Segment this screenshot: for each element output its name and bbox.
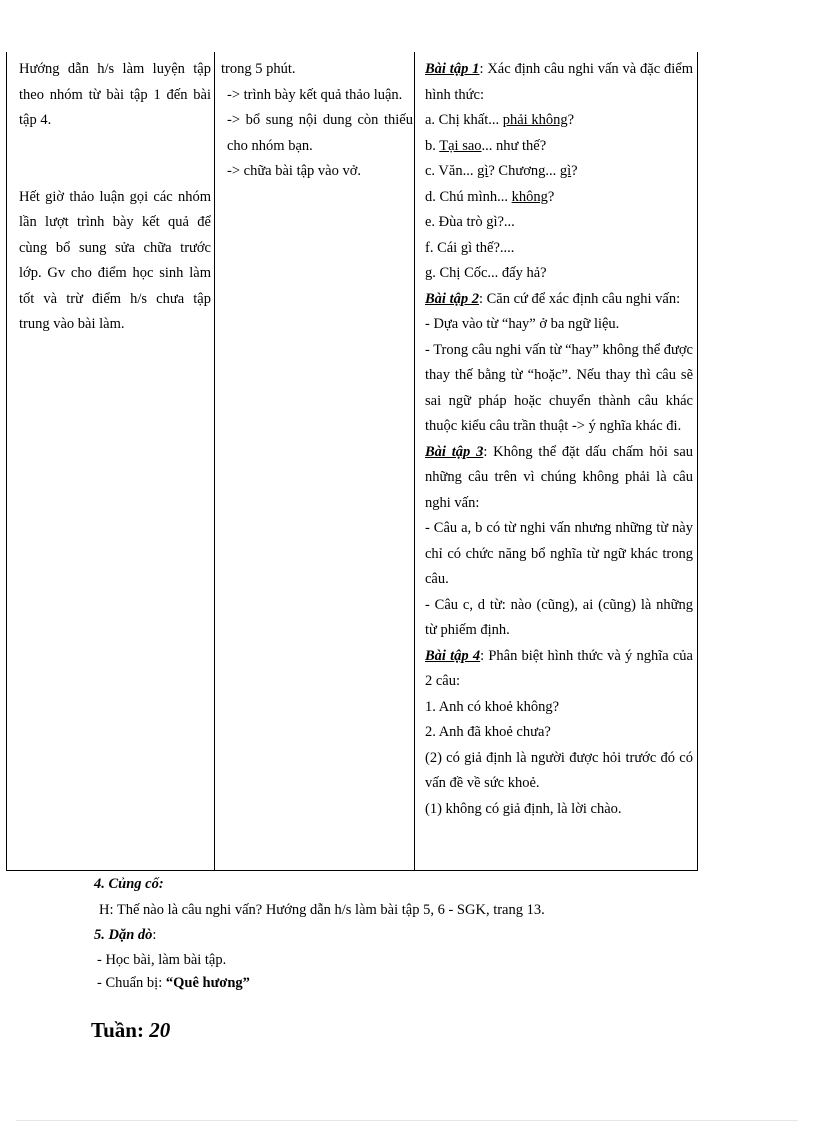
section-4-text: H: Thế nào là câu nghi vấn? Hướng dẫn h/s làm bài tập 5, 6 - SGK, trang 13. [99, 901, 545, 918]
exercise-4-line: 1. Anh có khoẻ không? [425, 698, 560, 715]
example-b: b. Tại sao... như thế? [425, 137, 547, 154]
student-text: trong 5 phút. [221, 61, 296, 77]
section-5-heading: 5. Dặn dò: [94, 927, 157, 943]
exercise-title: Bài tập 4 [425, 647, 481, 664]
column-divider [214, 52, 215, 870]
lesson-table [6, 52, 698, 871]
teacher-evaluation: Hết giờ thảo luận gọi các nhóm lần lượt trình bày kết quả để cùng bổ sung sửa chữa trước lớp. Gv cho điểm học sinh làm tốt và trừ điểm h/s chưa tập trung vào bài làm. [19, 188, 211, 332]
example-c: c. Văn... gì? Chương... gì? [425, 163, 578, 179]
exercise-4-line: (2) có giả định là người được hỏi trước đó có vấn đề về sức khoẻ. [425, 749, 693, 791]
exercise-3-line: - Câu c, d từ: nào (cũng), ai (cũng) là những từ phiếm định. [425, 596, 693, 638]
exercise-2-line: - Dựa vào từ “hay” ở ba ngữ liệu. [425, 316, 620, 332]
section-4-heading: 4. Củng cố: [94, 876, 164, 892]
example-e: e. Đùa trò gì?... [425, 214, 515, 230]
exercise-1: Bài tập 1: Xác định câu nghi vấn và đặc điểm hình thức: [425, 61, 693, 103]
example-d: d. Chú mình... không? [425, 188, 555, 205]
lesson-footer-sections [0, 872, 816, 995]
example-f: f. Cái gì thế?.... [425, 239, 515, 256]
exercise-title: Bài tập 1 [425, 61, 480, 77]
page-bottom-divider [16, 1120, 798, 1121]
student-text: -> trình bày kết quả thảo luận. [227, 86, 403, 103]
exercise-4-line: 2. Anh đã khoẻ chưa? [425, 724, 551, 740]
example-a: a. Chị khất... phải không? [425, 112, 575, 128]
teacher-activity-column [13, 57, 211, 338]
exercise-4: Bài tập 4: Phân biệt hình thức và ý nghĩa của 2 câu: [425, 647, 693, 689]
section-5-line: - Chuẩn bị: “Quê hương” [97, 974, 250, 991]
week-number: 20 [149, 1018, 171, 1042]
teacher-instruction: Hướng dẫn h/s làm luyện tập theo nhóm từ bài tập 1 đến bài tập 4. [19, 61, 211, 128]
exercise-title: Bài tập 3 [425, 443, 484, 460]
exercise-2: Bài tập 2: Căn cứ để xác định câu nghi vấn: [425, 290, 681, 307]
section-5-line: - Học bài, làm bài tập. [97, 951, 227, 968]
student-text: -> chữa bài tập vào vở. [227, 163, 362, 179]
exercise-4-line: (1) không có giả định, là lời chào. [425, 800, 622, 817]
exercise-title: Bài tập 2 [425, 290, 479, 307]
student-text: -> bổ sung nội dung còn thiếu cho nhóm bạn. [227, 112, 413, 154]
column-divider [414, 52, 415, 870]
exercise-2-line: - Trong câu nghi vấn từ “hay” không thể được thay thế bằng từ “hoặc”. Nếu thay thì câu sẽ sai ngữ pháp hoặc chuyển thành câu khác thuộc kiểu câu trần thuật -> ý nghĩa khác đi. [425, 341, 693, 434]
student-activity-column [221, 57, 413, 185]
example-g: g. Chị Cốc... đấy hả? [425, 265, 547, 281]
exercise-3-line: - Câu a, b có từ nghi vấn nhưng những từ này chỉ có chức năng bổ nghĩa từ ngữ khác trong câu. [425, 520, 693, 587]
content-column [419, 57, 693, 822]
exercise-3: Bài tập 3: Không thể đặt dấu chấm hỏi sau những câu trên vì chúng không phải là câu nghi vấn: [425, 443, 694, 511]
week-label: Tuần: 20 [91, 1018, 171, 1042]
